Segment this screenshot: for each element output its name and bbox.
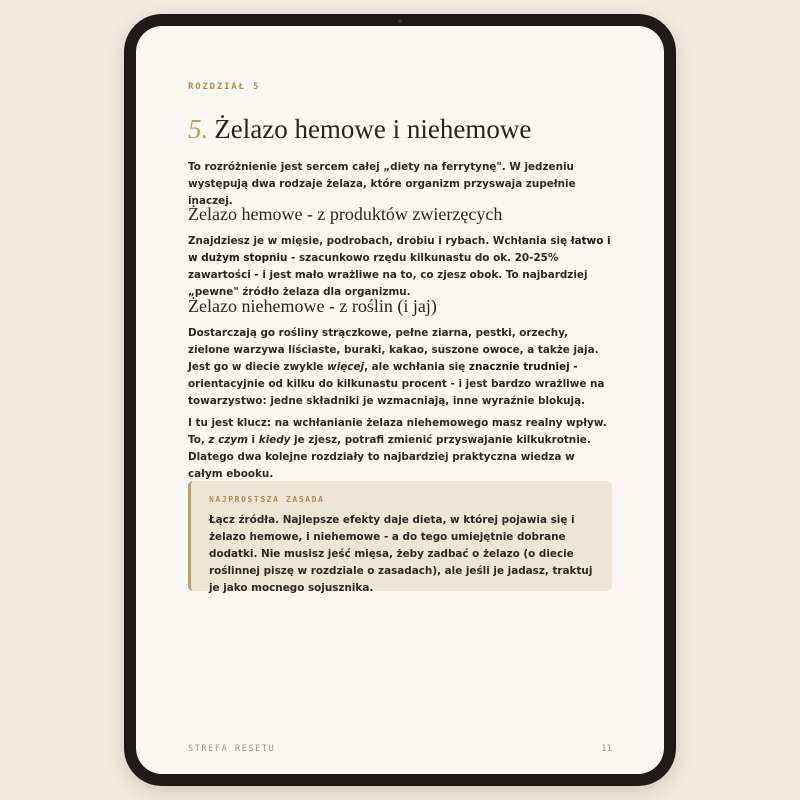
key-text-start: I tu jest klucz: na wchłanianie żelaza niehemowego masz realny wpływ. To, xyxy=(188,417,607,446)
key-text-mid: i xyxy=(247,434,259,446)
key-text-end: je zjesz, potrafi zmienić przyswajanie kilkukrotnie. Dlatego dwa kolejne rozdziały to najbardziej praktyczna wiedza w całym ebooku. xyxy=(188,434,591,480)
ebook-page xyxy=(188,26,612,774)
camera-icon xyxy=(398,19,402,23)
intro-paragraph: To rozróżnienie jest sercem całej „diety na ferrytynę". W jedzeniu występują dwa rodzaje żelaza, które organizm przyswaja zupełnie inaczej. xyxy=(188,161,576,207)
heme-heading: Żelazo hemowe - z produktów zwierzęcych xyxy=(188,204,503,224)
heme-text-start: Znajdziesz je w mięsie, podrobach, drobiu i rybach. Wchłania się xyxy=(188,235,571,247)
chapter-number: 5. xyxy=(188,114,209,144)
nonheme-text-end: orientacyjnie od kilku do kilkunastu procent - i jest bardzo wrażliwe na towarzystwo: jedne składniki je wzmacniają, inne wyraźnie blokują. xyxy=(188,378,605,407)
page-number: 11 xyxy=(601,744,612,754)
nonheme-text-mid: , ale wchłania się xyxy=(364,361,469,373)
nonheme-text-bold: znacznie trudniej - xyxy=(468,361,578,373)
heme-paragraph xyxy=(188,233,612,301)
callout-label: NAJPROSTSZA ZASADA xyxy=(209,495,325,504)
nonheme-heading: Żelazo niehemowe - z roślin (i jaj) xyxy=(188,296,437,316)
nonheme-paragraph xyxy=(188,325,612,410)
chapter-label: ROZDZIAŁ 5 xyxy=(188,82,261,92)
tablet-frame xyxy=(124,14,676,786)
key-text-italic-1: z czym xyxy=(208,434,248,446)
page-title xyxy=(188,114,531,145)
ebook-screen[interactable] xyxy=(136,26,664,774)
nonheme-text-italic: więcej xyxy=(327,361,365,373)
heme-text-end: szacunkowo rzędu kilkunastu do ok. 20-25% zawartości - i jest mało wrażliwe na to, co zjesz obok. To najbardziej „pewne" źródło żelaza dla organizmu. xyxy=(188,252,588,298)
heme-text-bold: łatwo i w dużym stopniu - xyxy=(188,235,611,264)
title-text: Żelazo hemowe i niehemowe xyxy=(214,114,532,144)
tip-callout xyxy=(188,481,612,594)
callout-text: Łącz źródła. Najlepsze efekty daje dieta, w której pojawia się i żelazo hemowe, i niehemowe - a do tego umiejętnie dobrane dodatki. Nie musisz jeść mięsa, żeby zadbać o żelazo (o diecie roślinnej piszę w rozdziale o zasadach), ale jeśli je jadasz, traktuj je jako mocnego sojusznika. xyxy=(209,514,593,594)
key-text-italic-2: kiedy xyxy=(258,434,291,446)
key-paragraph xyxy=(188,415,612,483)
footer-brand: STREFA RESETU xyxy=(188,744,276,754)
nonheme-text-start: Dostarczają go rośliny strączkowe, pełne ziarna, pestki, orzechy, zielone warzywa liściaste, buraki, kakao, suszone owoce, a także jaja. Jest go w diecie zwykle xyxy=(188,327,599,373)
